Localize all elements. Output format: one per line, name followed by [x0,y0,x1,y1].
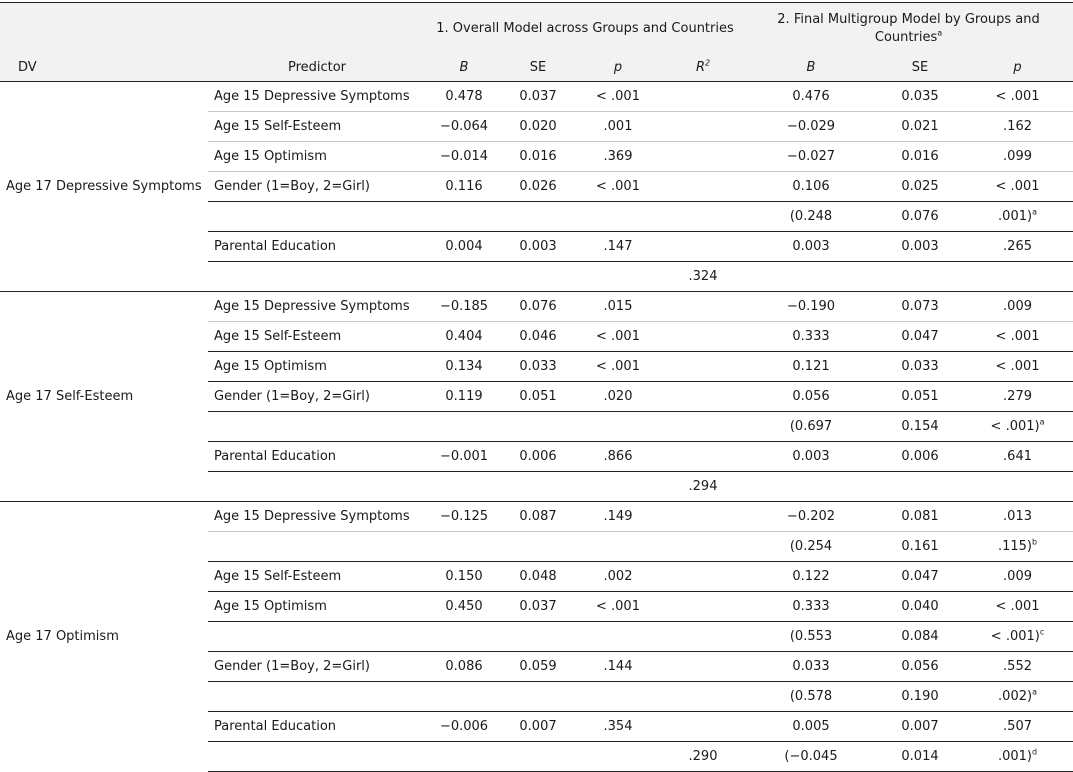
col-header-r2-exponent: 2 [704,58,711,68]
se2-cell: 0.073 [878,292,962,322]
p2-cell: < .001 [962,592,1073,622]
p1-cell: .002 [574,562,662,592]
se2-cell: 0.033 [878,352,962,382]
r2-cell [662,322,744,352]
p2-cell: .099 [962,142,1073,172]
se1-cell: 0.051 [502,382,574,412]
b1-cell [426,262,502,292]
r2-cell [662,592,744,622]
b2-cell: 0.033 [744,652,878,682]
p1-cell: .015 [574,292,662,322]
se2-cell: 0.016 [878,142,962,172]
footnote-marker: d [1032,747,1038,757]
results-body [0,82,1073,772]
predictor-cell: Age 15 Depressive Symptoms [208,292,426,322]
b1-cell: 0.116 [426,172,502,202]
b1-cell: −0.006 [426,712,502,742]
se2-cell: 0.161 [878,532,962,562]
b1-cell: −0.014 [426,142,502,172]
dv-cell: Age 17 Optimism [0,502,208,772]
se1-cell [502,742,574,772]
r2-cell [662,142,744,172]
p1-cell: .144 [574,652,662,682]
p1-cell [574,532,662,562]
se2-cell: 0.040 [878,592,962,622]
predictor-cell: Age 15 Depressive Symptoms [208,82,426,112]
se2-cell: 0.190 [878,682,962,712]
se2-cell: 0.006 [878,442,962,472]
p2-value: .002) [998,689,1033,704]
p2-cell [962,532,1073,562]
se2-cell: 0.047 [878,562,962,592]
p1-cell: < .001 [574,172,662,202]
r2-cell [662,712,744,742]
predictor-cell: Parental Education [208,712,426,742]
se2-cell: 0.051 [878,382,962,412]
se2-cell: 0.076 [878,202,962,232]
p1-cell [574,412,662,442]
predictor-cell: Age 15 Depressive Symptoms [208,502,426,532]
predictor-cell [208,472,426,502]
r2-cell [662,352,744,382]
b1-cell: 0.450 [426,592,502,622]
predictor-cell [208,412,426,442]
footnote-marker: a [1039,417,1045,427]
b1-cell: −0.001 [426,442,502,472]
p2-cell [962,472,1073,502]
p1-cell [574,202,662,232]
group2-header-footnote: a [937,28,943,38]
p1-cell [574,472,662,502]
b2-cell: (0.248 [744,202,878,232]
b2-cell: 0.121 [744,352,878,382]
b2-cell: −0.202 [744,502,878,532]
b2-cell: 0.476 [744,82,878,112]
b1-cell [426,742,502,772]
p2-cell: < .001 [962,322,1073,352]
se1-cell: 0.016 [502,142,574,172]
predictor-cell [208,622,426,652]
b1-cell [426,622,502,652]
predictor-cell: Gender (1=Boy, 2=Girl) [208,172,426,202]
header-blank-dv [0,3,208,54]
b1-cell: 0.086 [426,652,502,682]
col-header-se2: SE [878,53,962,82]
p1-cell: < .001 [574,322,662,352]
b1-cell [426,412,502,442]
b2-cell: 0.056 [744,382,878,412]
b1-cell [426,682,502,712]
r2-cell: .294 [662,472,744,502]
se2-cell: 0.007 [878,712,962,742]
r2-cell [662,502,744,532]
column-header-row [0,53,1073,82]
se1-cell: 0.059 [502,652,574,682]
b2-cell: 0.122 [744,562,878,592]
se1-cell: 0.026 [502,172,574,202]
r2-cell [662,172,744,202]
b2-cell: 0.106 [744,172,878,202]
r2-cell [662,532,744,562]
b1-cell: 0.150 [426,562,502,592]
r2-cell [662,652,744,682]
footnote-marker: b [1032,537,1038,547]
r2-cell [662,682,744,712]
p1-cell: < .001 [574,82,662,112]
col-header-predictor: Predictor [208,53,426,82]
b1-cell: −0.125 [426,502,502,532]
b2-cell: 0.005 [744,712,878,742]
p1-cell [574,742,662,772]
se1-cell [502,532,574,562]
col-header-p2: p [962,53,1073,82]
p1-cell: .001 [574,112,662,142]
se1-cell: 0.006 [502,442,574,472]
se2-cell [878,472,962,502]
se1-cell: 0.046 [502,322,574,352]
predictor-cell: Age 15 Optimism [208,352,426,382]
p2-cell: < .001 [962,82,1073,112]
b2-cell: (−0.045 [744,742,878,772]
p2-cell: .279 [962,382,1073,412]
p2-cell [962,202,1073,232]
b1-cell [426,472,502,502]
col-header-b1: B [426,53,502,82]
b2-cell [744,472,878,502]
se2-cell: 0.025 [878,172,962,202]
p1-cell [574,682,662,712]
p1-cell: .354 [574,712,662,742]
b1-cell: −0.185 [426,292,502,322]
se2-cell: 0.081 [878,502,962,532]
r2-cell [662,112,744,142]
se1-cell: 0.048 [502,562,574,592]
table-row [0,292,1073,322]
table-row [0,502,1073,532]
r2-cell: .324 [662,262,744,292]
p2-cell: .009 [962,562,1073,592]
b2-cell: 0.003 [744,232,878,262]
b2-cell [744,262,878,292]
se1-cell: 0.037 [502,592,574,622]
se2-cell: 0.084 [878,622,962,652]
p2-cell: < .001 [962,352,1073,382]
footnote-marker: a [1032,687,1037,697]
se2-cell: 0.035 [878,82,962,112]
dv-cell: Age 17 Self-Esteem [0,292,208,502]
b1-cell: 0.134 [426,352,502,382]
col-header-b2: B [744,53,878,82]
b1-cell: 0.119 [426,382,502,412]
se1-cell: 0.076 [502,292,574,322]
b2-cell: (0.254 [744,532,878,562]
p2-value: .001) [997,749,1032,764]
r2-cell [662,562,744,592]
b1-cell: 0.004 [426,232,502,262]
r2-cell [662,292,744,322]
se1-cell: 0.087 [502,502,574,532]
p2-cell [962,622,1073,652]
group-header-row [0,3,1073,54]
p1-cell: .147 [574,232,662,262]
predictor-cell [208,262,426,292]
predictor-cell [208,682,426,712]
p2-cell [962,682,1073,712]
p2-value: < .001) [990,629,1040,644]
se2-cell: 0.021 [878,112,962,142]
predictor-cell [208,202,426,232]
predictor-cell: Age 15 Self-Esteem [208,562,426,592]
col-header-se1: SE [502,53,574,82]
b2-cell: −0.029 [744,112,878,142]
p1-cell: < .001 [574,592,662,622]
regression-results-table [0,2,1073,772]
se2-cell: 0.154 [878,412,962,442]
se1-cell [502,202,574,232]
predictor-cell: Gender (1=Boy, 2=Girl) [208,382,426,412]
se1-cell [502,622,574,652]
p1-cell: .149 [574,502,662,532]
col-header-r2: $R^2$ [662,53,744,82]
dv-cell: Age 17 Depressive Symptoms [0,82,208,292]
se1-cell [502,262,574,292]
p2-cell [962,742,1073,772]
p2-cell [962,412,1073,442]
p1-cell: .020 [574,382,662,412]
p1-cell [574,622,662,652]
r2-cell [662,412,744,442]
p2-cell: .265 [962,232,1073,262]
predictor-cell: Age 15 Self-Esteem [208,322,426,352]
p2-cell: .009 [962,292,1073,322]
b1-cell: 0.404 [426,322,502,352]
b1-cell [426,532,502,562]
group1-header: 1. Overall Model across Groups and Countries [426,3,744,54]
predictor-cell: Gender (1=Boy, 2=Girl) [208,652,426,682]
b2-cell: (0.578 [744,682,878,712]
se2-cell: 0.003 [878,232,962,262]
b2-cell: 0.003 [744,442,878,472]
p1-cell: .369 [574,142,662,172]
footnote-marker: a [1032,207,1037,217]
b2-cell: (0.553 [744,622,878,652]
b2-cell: 0.333 [744,322,878,352]
p2-cell: .641 [962,442,1073,472]
p1-cell: .866 [574,442,662,472]
r2-cell [662,232,744,262]
predictor-cell: Parental Education [208,232,426,262]
p2-value: < .001) [990,419,1040,434]
p2-cell: < .001 [962,172,1073,202]
r2-cell [662,622,744,652]
r2-cell [662,442,744,472]
b2-cell: (0.697 [744,412,878,442]
b1-cell: −0.064 [426,112,502,142]
r2-cell [662,382,744,412]
predictor-cell: Age 15 Self-Esteem [208,112,426,142]
se1-cell: 0.033 [502,352,574,382]
r2-cell: .290 [662,742,744,772]
col-header-dv: DV [0,53,208,82]
p2-cell: .162 [962,112,1073,142]
predictor-cell [208,532,426,562]
se1-cell [502,682,574,712]
r2-cell [662,82,744,112]
se2-cell: 0.047 [878,322,962,352]
p2-cell: .552 [962,652,1073,682]
se1-cell [502,412,574,442]
p2-cell: .507 [962,712,1073,742]
b2-cell: −0.190 [744,292,878,322]
p2-value: .115) [997,539,1032,554]
table-row [0,82,1073,112]
se2-cell: 0.056 [878,652,962,682]
p1-cell [574,262,662,292]
predictor-cell [208,742,426,772]
group2-header: 2. Final Multigroup Model by Groups and Countries$^a$ [744,3,1073,54]
se1-cell [502,472,574,502]
p2-value: .001) [998,209,1033,224]
predictor-cell: Age 15 Optimism [208,142,426,172]
col-header-p1: p [574,53,662,82]
se1-cell: 0.037 [502,82,574,112]
se2-cell: 0.014 [878,742,962,772]
se1-cell: 0.003 [502,232,574,262]
predictor-cell: Parental Education [208,442,426,472]
b1-cell: 0.478 [426,82,502,112]
p1-cell: < .001 [574,352,662,382]
footnote-marker: c [1039,627,1045,637]
p2-cell [962,262,1073,292]
se1-cell: 0.007 [502,712,574,742]
predictor-cell: Age 15 Optimism [208,592,426,622]
se2-cell [878,262,962,292]
se1-cell: 0.020 [502,112,574,142]
b2-cell: −0.027 [744,142,878,172]
header-blank-predictor [208,3,426,54]
r2-cell [662,202,744,232]
b2-cell: 0.333 [744,592,878,622]
b1-cell [426,202,502,232]
p2-cell: .013 [962,502,1073,532]
